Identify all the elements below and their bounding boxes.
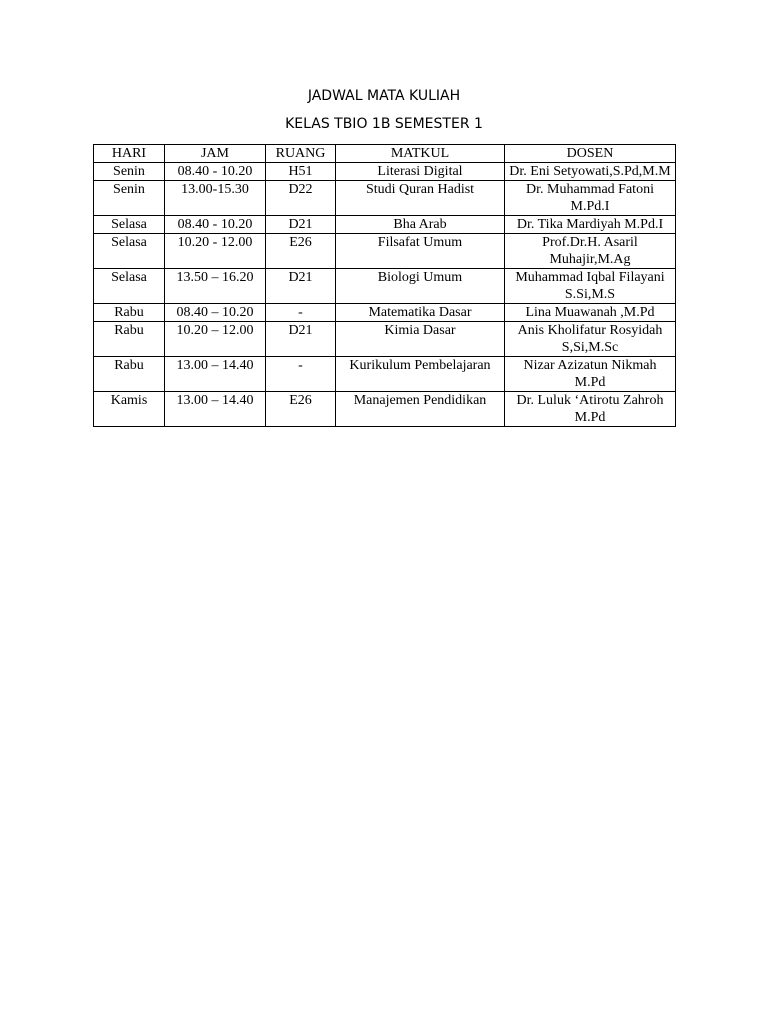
cell-jam: 08.40 – 10.20 bbox=[165, 304, 266, 322]
cell-ruang: - bbox=[266, 357, 336, 392]
cell-jam: 08.40 - 10.20 bbox=[165, 163, 266, 181]
cell-matkul: Biologi Umum bbox=[336, 269, 505, 304]
document-title: JADWAL MATA KULIAH bbox=[307, 88, 461, 104]
document-subtitle: KELAS TBIO 1B SEMESTER 1 bbox=[285, 116, 483, 132]
cell-jam: 13.50 – 16.20 bbox=[165, 269, 266, 304]
cell-jam: 13.00-15.30 bbox=[165, 181, 266, 216]
table-row bbox=[94, 322, 676, 357]
cell-ruang: D22 bbox=[266, 181, 336, 216]
table-row bbox=[94, 234, 676, 269]
cell-hari: Rabu bbox=[94, 304, 165, 322]
cell-dosen: Dr. Eni Setyowati,S.Pd,M.M bbox=[505, 163, 676, 181]
cell-dosen: Muhammad Iqbal Filayani S.Si,M.S bbox=[505, 269, 676, 304]
cell-hari: Rabu bbox=[94, 357, 165, 392]
table-row bbox=[94, 269, 676, 304]
cell-matkul: Matematika Dasar bbox=[336, 304, 505, 322]
cell-ruang: E26 bbox=[266, 234, 336, 269]
table-row bbox=[94, 163, 676, 181]
header-hari: HARI bbox=[94, 145, 165, 163]
cell-matkul: Studi Quran Hadist bbox=[336, 181, 505, 216]
cell-dosen: Dr. Muhammad Fatoni M.Pd.I bbox=[505, 181, 676, 216]
cell-ruang: H51 bbox=[266, 163, 336, 181]
header-jam: JAM bbox=[165, 145, 266, 163]
header-dosen: DOSEN bbox=[505, 145, 676, 163]
cell-ruang: E26 bbox=[266, 392, 336, 427]
cell-jam: 10.20 - 12.00 bbox=[165, 234, 266, 269]
cell-matkul: Filsafat Umum bbox=[336, 234, 505, 269]
cell-ruang: D21 bbox=[266, 269, 336, 304]
header-matkul: MATKUL bbox=[336, 145, 505, 163]
cell-matkul: Kimia Dasar bbox=[336, 322, 505, 357]
cell-hari: Senin bbox=[94, 181, 165, 216]
cell-dosen: Anis Kholifatur Rosyidah S,Si,M.Sc bbox=[505, 322, 676, 357]
table-row bbox=[94, 181, 676, 216]
cell-hari: Rabu bbox=[94, 322, 165, 357]
cell-jam: 13.00 – 14.40 bbox=[165, 392, 266, 427]
cell-jam: 13.00 – 14.40 bbox=[165, 357, 266, 392]
cell-ruang: D21 bbox=[266, 322, 336, 357]
cell-hari: Selasa bbox=[94, 269, 165, 304]
cell-ruang: D21 bbox=[266, 216, 336, 234]
cell-hari: Selasa bbox=[94, 234, 165, 269]
cell-hari: Senin bbox=[94, 163, 165, 181]
table-row bbox=[94, 304, 676, 322]
cell-hari: Kamis bbox=[94, 392, 165, 427]
schedule-table bbox=[93, 144, 676, 427]
header-ruang: RUANG bbox=[266, 145, 336, 163]
table-row bbox=[94, 216, 676, 234]
cell-jam: 08.40 - 10.20 bbox=[165, 216, 266, 234]
cell-dosen: Dr. Luluk ‘Atirotu Zahroh M.Pd bbox=[505, 392, 676, 427]
cell-matkul: Manajemen Pendidikan bbox=[336, 392, 505, 427]
cell-matkul: Kurikulum Pembelajaran bbox=[336, 357, 505, 392]
table-row bbox=[94, 392, 676, 427]
cell-jam: 10.20 – 12.00 bbox=[165, 322, 266, 357]
cell-dosen: Lina Muawanah ,M.Pd bbox=[505, 304, 676, 322]
cell-hari: Selasa bbox=[94, 216, 165, 234]
cell-ruang: - bbox=[266, 304, 336, 322]
cell-matkul: Literasi Digital bbox=[336, 163, 505, 181]
table-header-row bbox=[94, 145, 676, 163]
cell-dosen: Dr. Tika Mardiyah M.Pd.I bbox=[505, 216, 676, 234]
table-row bbox=[94, 357, 676, 392]
cell-dosen: Nizar Azizatun Nikmah M.Pd bbox=[505, 357, 676, 392]
cell-dosen: Prof.Dr.H. Asaril Muhajir,M.Ag bbox=[505, 234, 676, 269]
cell-matkul: Bha Arab bbox=[336, 216, 505, 234]
